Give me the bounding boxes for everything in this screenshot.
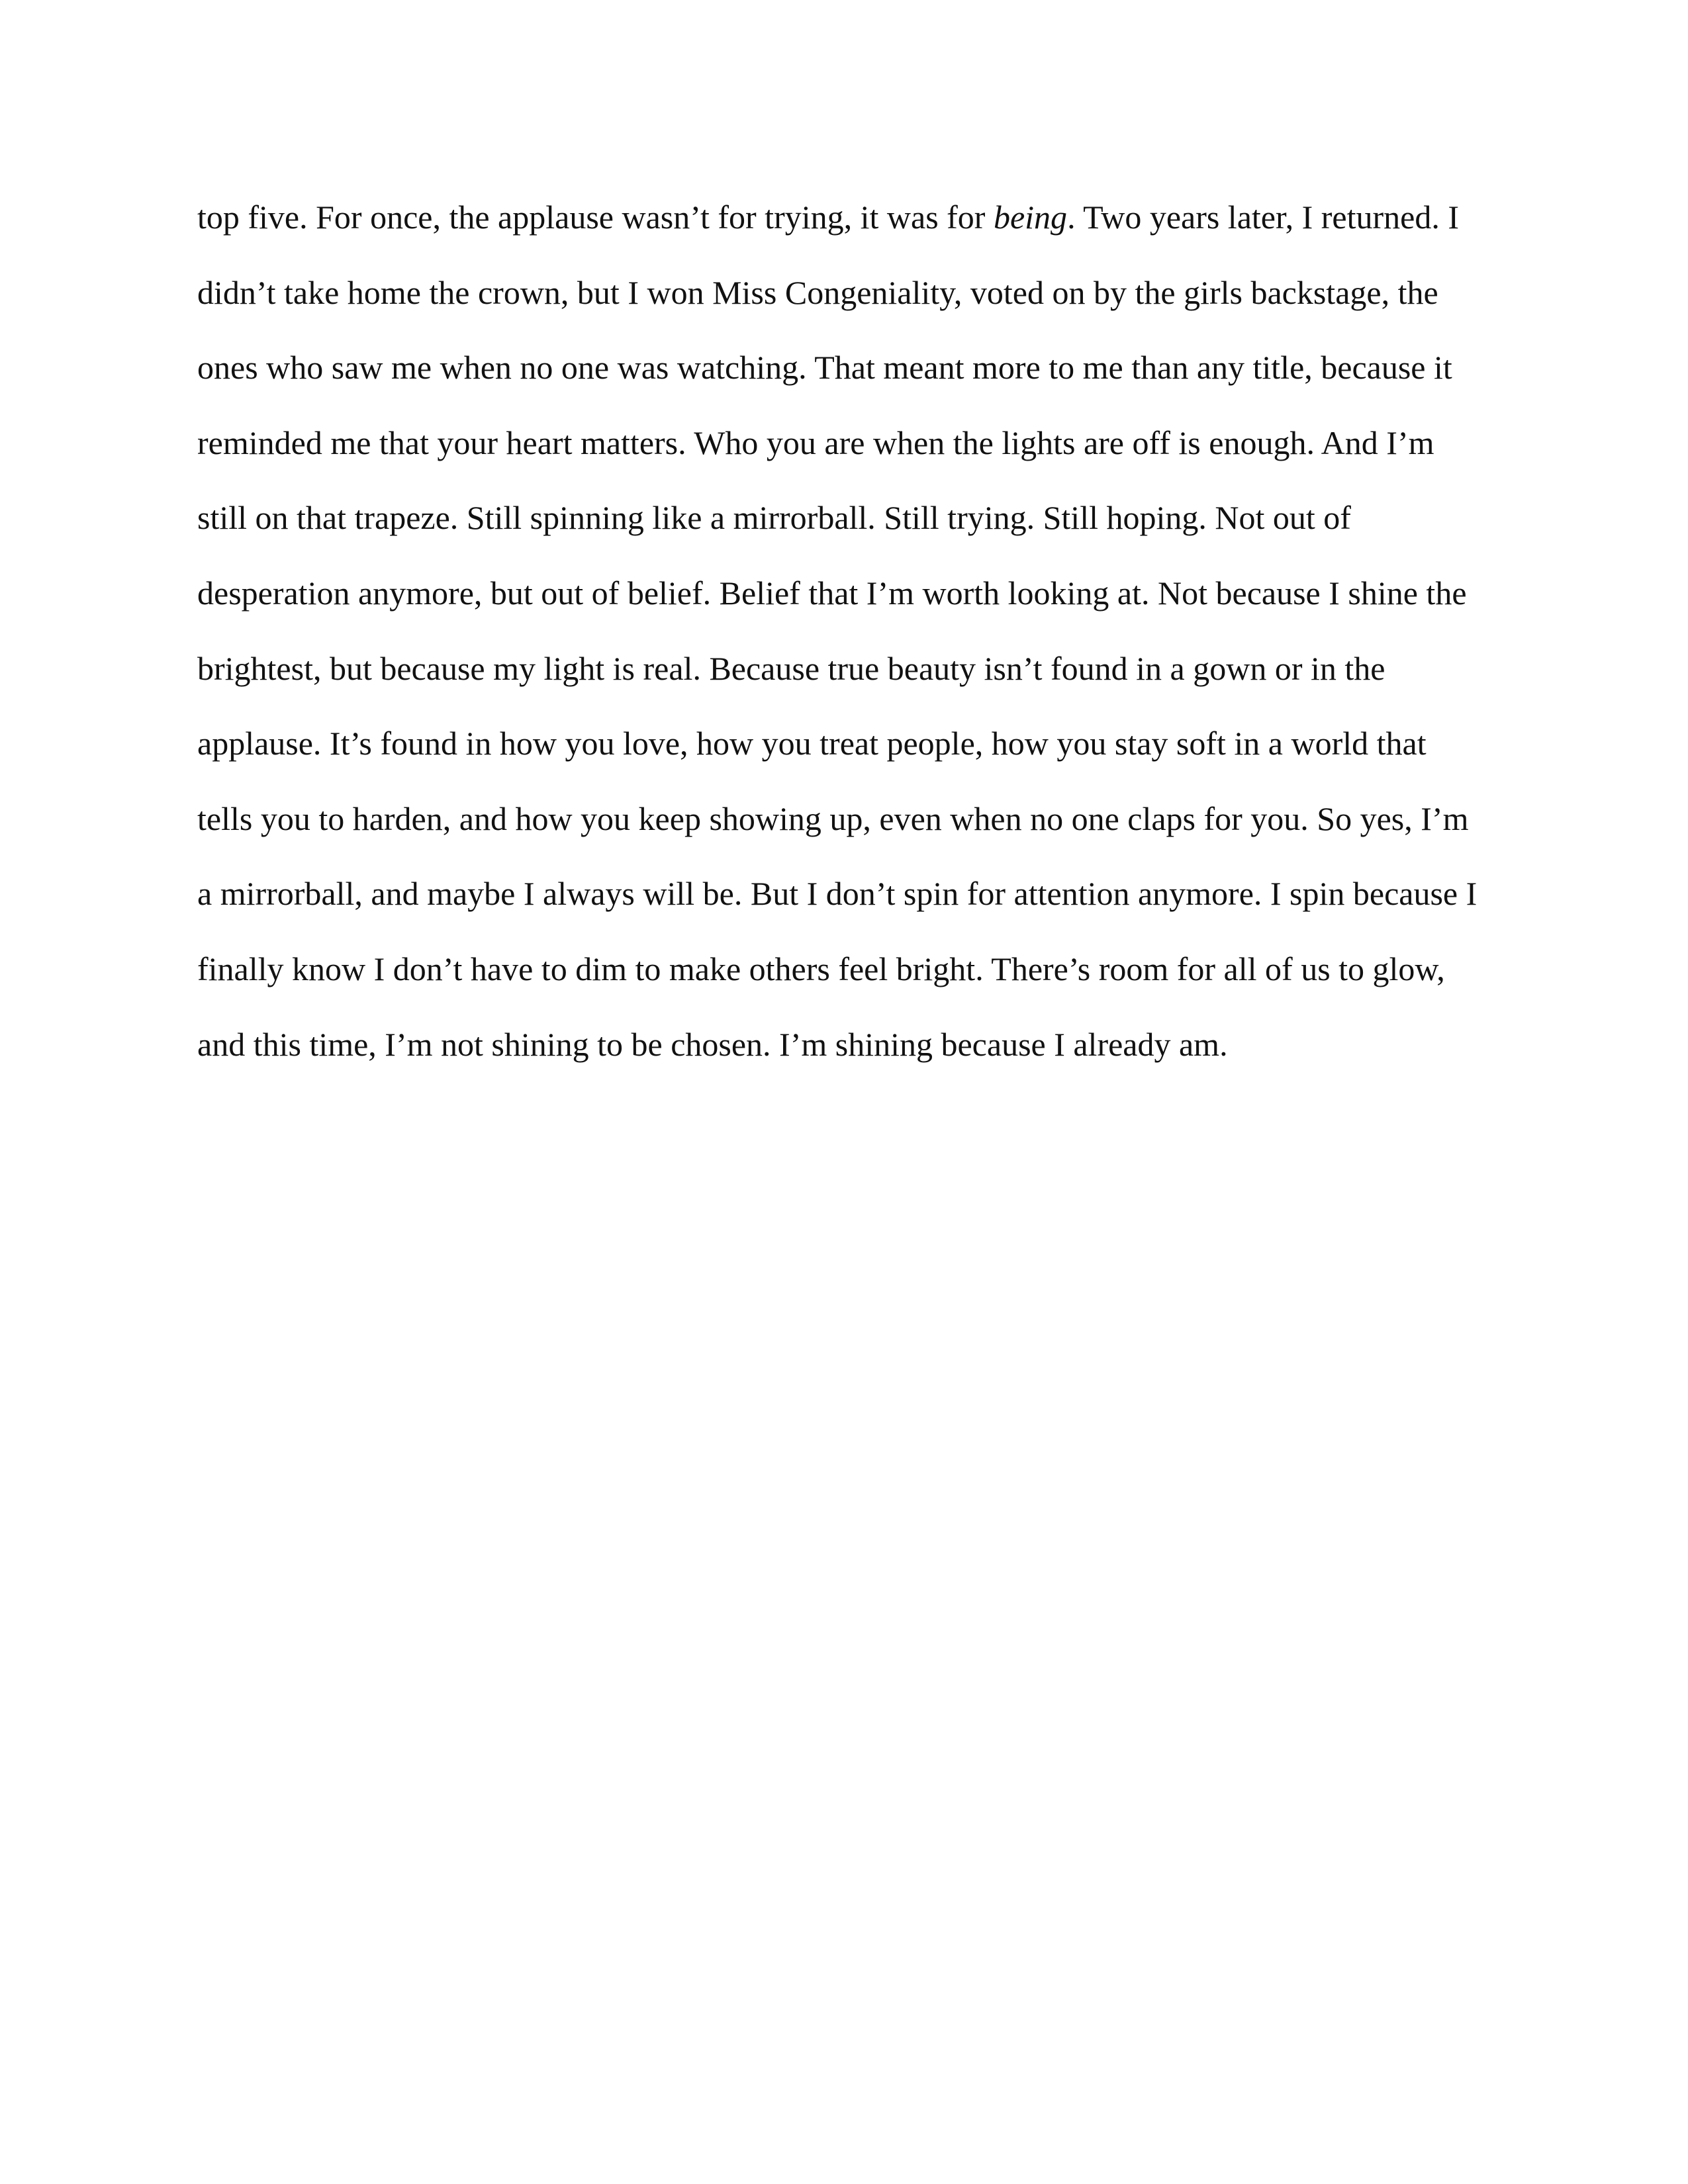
text-line: finally know I don’t have to dim to make others feel bright. There’s room for all of us to glow,: [197, 950, 1445, 987]
text-run: . Two years later, I returned. I: [1067, 199, 1460, 236]
text-line: [197, 180, 1495, 255]
text-line: a mirrorball, and maybe I always will be. But I don’t spin for attention anymore. I spin because I: [197, 875, 1477, 913]
text-line: reminded me that your heart matters. Who you are when the lights are off is enough. And I’m: [197, 424, 1434, 461]
text-line: desperation anymore, but out of belief. Belief that I’m worth looking at. Not because I shine the: [197, 574, 1467, 612]
body-paragraph: [197, 180, 1495, 1082]
text-line: and this time, I’m not shining to be chosen. I’m shining because I already am.: [197, 1025, 1228, 1063]
text-run: top five. For once, the applause wasn’t for trying, it was for: [197, 199, 994, 236]
text-line: ones who saw me when no one was watching. That meant more to me than any title, because it: [197, 349, 1452, 387]
text-line: applause. It’s found in how you love, how you treat people, how you stay soft in a world that: [197, 725, 1427, 762]
text-line: didn’t take home the crown, but I won Miss Congeniality, voted on by the girls backstage, the: [197, 273, 1438, 311]
text-line: brightest, but because my light is real. Because true beauty isn’t found in a gown or in the: [197, 649, 1385, 687]
text-line: tells you to harden, and how you keep showing up, even when no one claps for you. So yes, I’m: [197, 799, 1469, 837]
text-line: still on that trapeze. Still spinning like a mirrorball. Still trying. Still hoping. Not out of: [197, 499, 1351, 537]
italic-text: being: [993, 199, 1068, 236]
